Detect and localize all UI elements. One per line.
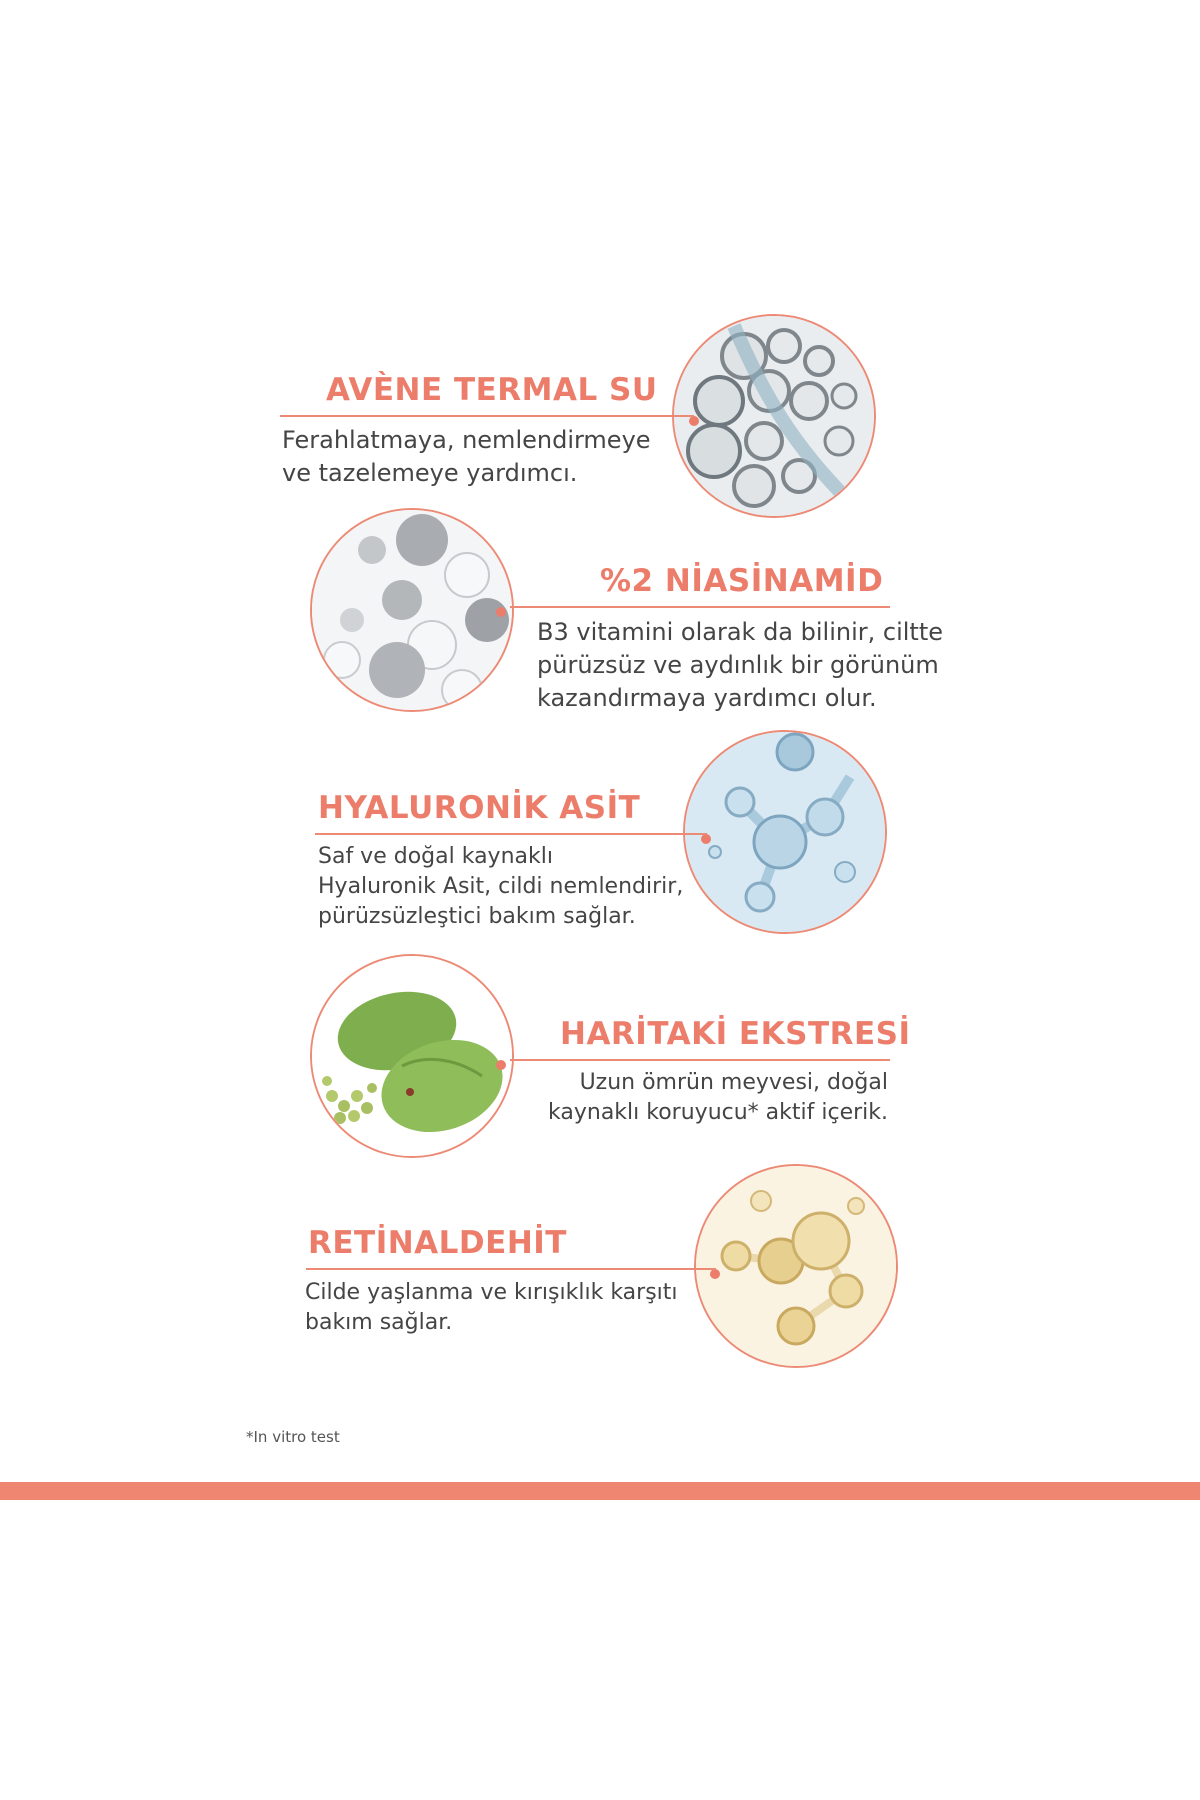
divider-line [510, 606, 890, 608]
footnote: *In vitro test [246, 1428, 340, 1446]
divider-line [510, 1059, 890, 1061]
description-line: ve tazelemeye yardımcı. [282, 459, 578, 487]
description-line: pürüzsüzleştici bakım sağlar. [318, 904, 636, 929]
ingredient-description [538, 1068, 888, 1128]
ingredient-title: %2 NİASİNAMİD [600, 563, 884, 599]
gray-spheres-image [310, 508, 514, 712]
description-line: bakım sağlar. [305, 1310, 453, 1335]
divider-line [280, 415, 694, 417]
ingredient-description [537, 616, 943, 715]
divider-line [315, 833, 707, 835]
description-line: B3 vitamini olarak da bilinir, ciltte [537, 618, 943, 646]
divider-line [306, 1268, 716, 1270]
description-line: Hyaluronik Asit, cildi nemlendirir, [318, 874, 684, 899]
description-line: kaynaklı koruyucu* aktif içerik. [548, 1100, 888, 1125]
bottom-accent-bar [0, 1482, 1200, 1500]
description-line: Uzun ömrün meyvesi, doğal [579, 1070, 888, 1095]
accent-dot [710, 1269, 720, 1279]
ingredient-title: HARİTAKİ EKSTRESİ [560, 1016, 911, 1052]
accent-dot [496, 1060, 506, 1070]
accent-dot [496, 607, 506, 617]
green-fruit-image [310, 954, 514, 1158]
ingredient-title: HYALURONİK ASİT [318, 790, 641, 826]
ingredient-title: RETİNALDEHİT [308, 1225, 567, 1261]
ingredient-description [318, 842, 683, 932]
description-line: pürüzsüz ve aydınlık bir görünüm [537, 651, 939, 679]
ingredient-description [305, 1278, 678, 1338]
description-line: Saf ve doğal kaynaklı [318, 844, 553, 869]
accent-dot [689, 416, 699, 426]
water-bubbles-image [672, 314, 876, 518]
golden-molecule-image [694, 1164, 898, 1368]
description-line: kazandırmaya yardımcı olur. [537, 684, 877, 712]
ingredient-description [282, 424, 651, 490]
description-line: Ferahlatmaya, nemlendirmeye [282, 426, 651, 454]
description-line: Cilde yaşlanma ve kırışıklık karşıtı [305, 1280, 678, 1305]
blue-molecule-image [683, 730, 887, 934]
accent-dot [701, 834, 711, 844]
ingredient-title: AVÈNE TERMAL SU [326, 372, 658, 408]
